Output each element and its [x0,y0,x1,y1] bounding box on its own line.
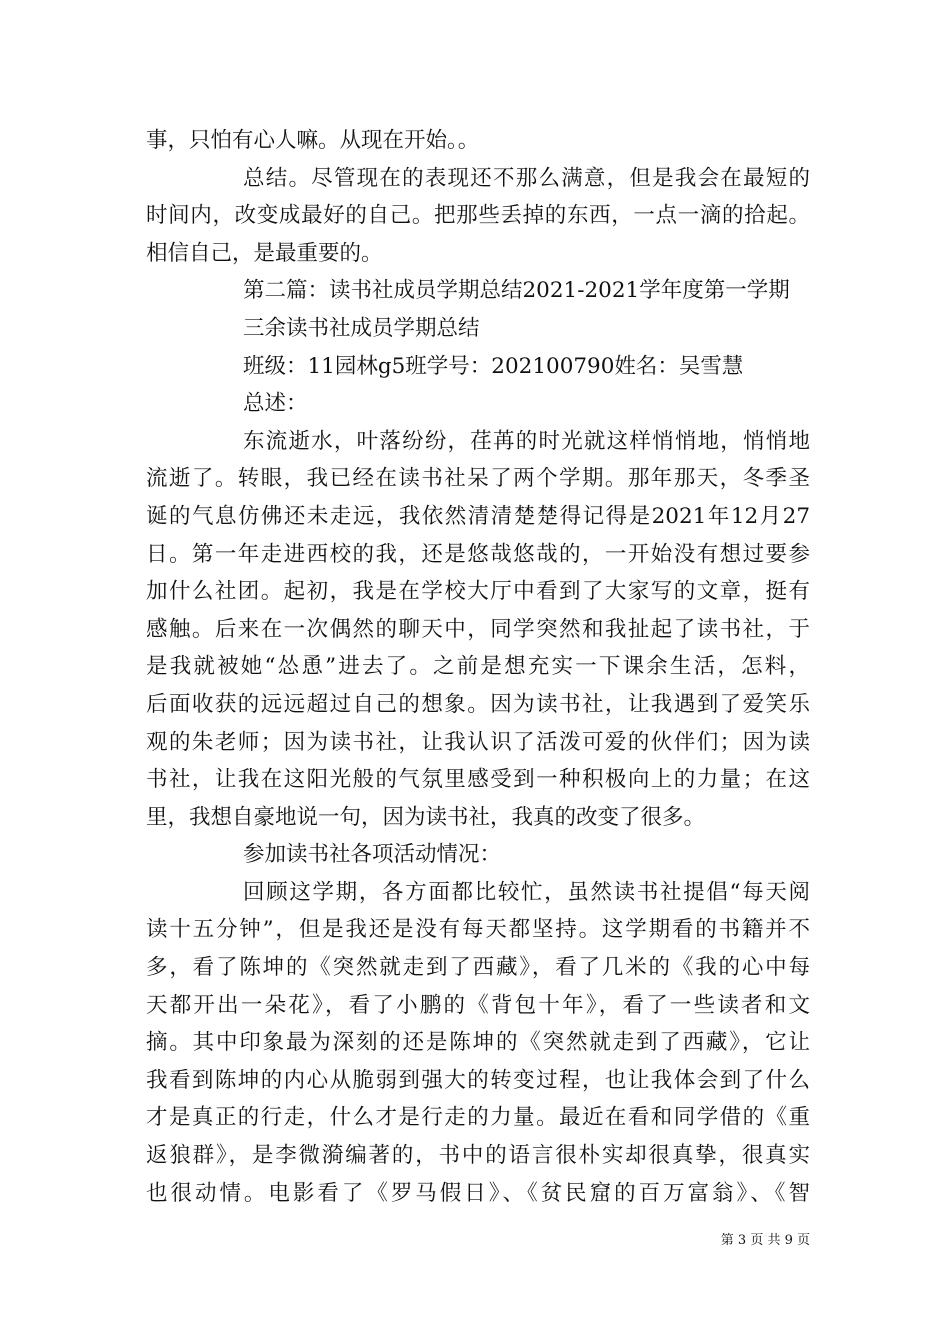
text-line: 诞的气息仿佛还未走远，我依然清清楚楚得记得是2021年12月27 [146,503,810,529]
text-line: 后面收获的远远超过自己的想象。因为读书社，让我遇到了爱笑乐 [146,691,810,717]
text-line: 摘。其中印象最为深刻的还是陈坤的《突然就走到了西藏》，它让 [146,1030,810,1056]
text-line: 读十五分钟”，但是我还是没有每天都坚持。这学期看的书籍并不 [146,917,810,943]
text-line: 回顾这学期，各方面都比较忙，虽然读书社提倡“每天阅 [243,879,810,905]
text-line: 参加读书社各项活动情况： [243,842,502,868]
text-line: 流逝了。转眼，我已经在读书社呆了两个学期。那年那天，冬季圣 [146,466,810,492]
text-line: 东流逝水，叶落纷纷，荏苒的时光就这样悄悄地，悄悄地 [243,428,810,454]
text-line: 感触。后来在一次偶然的聊天中，同学突然和我扯起了读书社，于 [146,616,810,642]
text-line: 总述： [243,391,308,417]
text-line: 返狼群》，是李微漪编著的，书中的语言很朴实却很真挚，很真实 [146,1143,810,1169]
text-line: 第二篇：读书社成员学期总结2021-2021学年度第一学期 [243,278,790,304]
text-line: 时间内，改变成最好的自己。把那些丢掉的东西，一点一滴的拾起。 [146,203,810,229]
text-line: 相信自己，是最重要的。 [146,240,383,266]
text-line: 天都开出一朵花》，看了小鹏的《背包十年》，看了一些读者和文 [146,992,810,1018]
text-line: 我看到陈坤的内心从脆弱到强大的转变过程，也让我体会到了什么 [146,1067,810,1093]
text-line: 多，看了陈坤的《突然就走到了西藏》，看了几米的《我的心中每 [146,955,810,981]
text-line: 日。第一年走进西校的我，还是悠哉悠哉的，一开始没有想过要参 [146,541,810,567]
text-line: 班级：11园林g5班学号：202100790姓名：吴雪慧 [243,353,744,379]
text-line: 才是真正的行走，什么才是行走的力量。最近在看和同学借的《重 [146,1105,810,1131]
text-line: 三余读书社成员学期总结 [243,315,480,341]
text-line: 事，只怕有心人嘛。从现在开始。。 [146,128,480,153]
text-line: 总结。尽管现在的表现还不那么满意，但是我会在最短的 [243,165,810,191]
text-line: 是我就被她“怂恿”进去了。之前是想充实一下课余生活，怎料， [146,654,810,680]
text-line: 书社，让我在这阳光般的气氛里感受到一种积极向上的力量；在这 [146,767,810,793]
text-line: 加什么社团。起初，我是在学校大厅中看到了大家写的文章，挺有 [146,579,810,605]
body-text [146,122,810,1212]
text-line: 也很动情。电影看了《罗马假日》、《贫民窟的百万富翁》、《智 [146,1180,810,1206]
text-line: 里，我想自豪地说一句，因为读书社，我真的改变了很多。 [146,804,706,830]
page-number-footer: 第 3 页 共 9 页 [720,1233,810,1248]
text-line: 观的朱老师；因为读书社，让我认识了活泼可爱的伙伴们；因为读 [146,729,810,755]
